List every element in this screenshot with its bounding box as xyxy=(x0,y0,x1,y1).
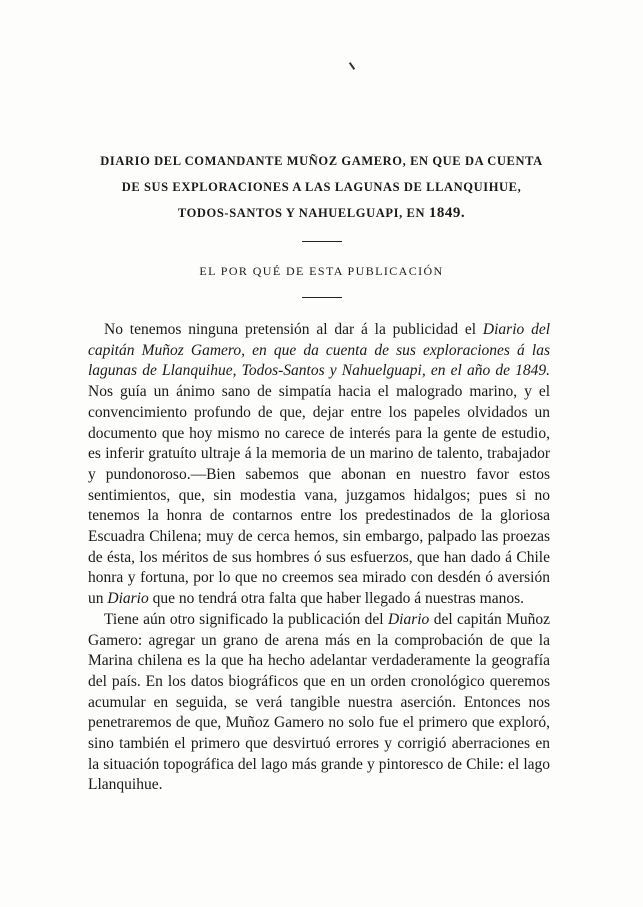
title-year: 1849. xyxy=(428,205,466,221)
divider-top xyxy=(302,241,342,242)
section-heading: EL POR QUÉ DE ESTA PUBLICACIÓN xyxy=(199,264,444,278)
paragraph-2 xyxy=(88,610,550,796)
stray-mark xyxy=(349,62,355,70)
paragraph-1-italic-title: Diario del capitán Muñoz Gamero, en que da cuenta de sus exploraciones á las lagunas de Llanquihue, Todos-Santos y Nahuelguapi, en el año de 1849. xyxy=(88,321,551,380)
paragraph-2-start: Tiene aún otro significado la publicación del xyxy=(104,610,384,628)
paragraph-1-intro: No tenemos ninguna pretensión al dar á la publicidad el xyxy=(104,321,477,338)
title-line-1: DIARIO DEL COMANDANTE MUÑOZ GAMERO, EN QUE DA CUENTA xyxy=(100,154,543,168)
document-title xyxy=(60,148,583,226)
paragraph-1-rest: Nos guía un ánimo sano de simpatía hacia el malogrado marino, y el convencimiento profundo de que, dejar entre los papeles olvidados un documento que hoy mismo no carece de interés para la gente de estudio, es inferir gratuíto ultraje á la memoria de un marino de talento, trabajador y pundonoroso.—Bien sabemos que abonan en nuestro favor estos sentimientos, que, sin modestia vana, juzgamos hidalgos; pues si no tenemos la honra de contarnos entre los predestinados de la gloriosa Escuadra Chilena; muy de cerca hemos, sin embargo, palpado las proezas de ésta, los méritos de sus hombres ó sus esfuerzos, que han dado á Chile honra y fortuna, por lo que no creemos sea mirado con desdén ó aversión un xyxy=(88,383,550,608)
paragraph-1-ending: que no tendrá otra falta que haber llegado á nuestras manos. xyxy=(152,590,525,608)
title-line-3-text: TODOS-SANTOS Y NAHUELGUAPI, EN xyxy=(177,206,426,220)
body-text xyxy=(88,320,550,796)
paragraph-1-italic-word: Diario xyxy=(107,590,149,608)
paragraph-2-rest: del capitán Muñoz Gamero: agregar un grano de arena más en la comprobación de que la Marina chilena es la que ha hecho adelantar verdaderamente la geografía del país. En los datos biográficos que en un orden cronológico queremos acumular en seguida, se verá tangible nuestra aserción. Entonces nos penetraremos de que, Muñoz Gamero no solo fue el primero que exploró, sino también el primero que desvirtuó errores y corrigió aberraciones en la situación topográfica del lago más grande y pintoresco de Chile: el lago Llanquihue. xyxy=(88,610,551,794)
paragraph-2-italic-word: Diario xyxy=(387,610,430,628)
title-line-2: DE SUS EXPLORACIONES A LAS LAGUNAS DE LLANQUIHUE, xyxy=(121,180,522,194)
divider-bottom xyxy=(302,297,342,298)
title-line-3 xyxy=(60,200,583,226)
paragraph-1 xyxy=(88,320,550,610)
